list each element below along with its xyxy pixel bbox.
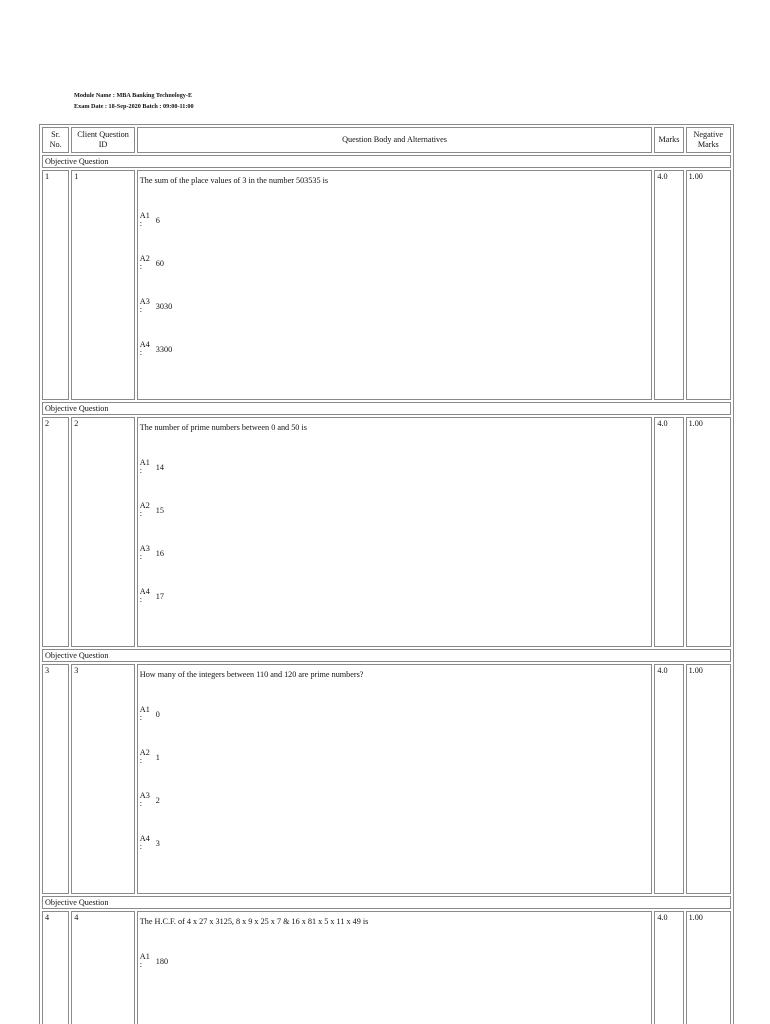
alternative-colon: : — [139, 552, 143, 561]
col-header-body: Question Body and Alternatives — [137, 127, 653, 153]
alternative-label: A3 — [139, 791, 150, 800]
client-question-id: 2 — [71, 417, 135, 647]
alternative-label: A4 — [139, 340, 150, 349]
alternative-value: 16 — [155, 548, 164, 558]
question-text: The sum of the place values of 3 in the number 503535 is — [139, 176, 329, 185]
alternative-label: A4 — [139, 587, 150, 596]
question-table-frame — [39, 124, 734, 1024]
question-row — [42, 664, 731, 894]
alternative-label-wrap — [140, 706, 154, 722]
marks: 4.0 — [654, 417, 683, 647]
alternative-value: 180 — [155, 956, 169, 966]
alternative-label: A4 — [139, 834, 150, 843]
alternative-value: 3300 — [155, 344, 173, 354]
negative-marks: 1.00 — [686, 170, 731, 400]
question-row — [42, 911, 731, 1024]
alternative-label-wrap — [140, 588, 154, 604]
alternative-colon: : — [139, 842, 143, 851]
alternative-label-wrap — [140, 835, 154, 851]
marks: 4.0 — [654, 911, 683, 1024]
alternative-label-wrap — [140, 545, 154, 561]
alternative — [140, 298, 650, 314]
marks: 4.0 — [654, 664, 683, 894]
marks: 4.0 — [654, 170, 683, 400]
client-question-id: 4 — [71, 911, 135, 1024]
alternative-colon: : — [139, 466, 143, 475]
alternative — [140, 792, 650, 808]
sr-no: 1 — [42, 170, 69, 400]
alternative-label: A1 — [139, 211, 150, 220]
alternative-colon: : — [139, 713, 143, 722]
alternative-value: 3030 — [155, 301, 173, 311]
alternative-label-wrap — [140, 459, 154, 475]
alternative-label-wrap — [140, 502, 154, 518]
alternative — [140, 835, 650, 851]
question-text: The H.C.F. of 4 x 27 x 3125, 8 x 9 x 25 x 7 & 16 x 81 x 5 x 11 x 49 is — [139, 917, 369, 926]
alternative-colon: : — [139, 262, 143, 271]
client-question-id: 1 — [71, 170, 135, 400]
alternative-colon: : — [139, 348, 143, 357]
table-header-row — [42, 127, 731, 153]
section-label: Objective Question — [42, 649, 731, 662]
alternative — [140, 341, 650, 357]
alternative — [140, 255, 650, 271]
alternative-value: 1 — [155, 752, 160, 762]
alternative-colon: : — [139, 595, 143, 604]
exam-date-batch: Exam Date : 18-Sep-2020 Batch : 09:00-11:00 — [74, 103, 194, 110]
col-header-sr: Sr. No. — [42, 127, 69, 153]
question-table — [39, 124, 734, 1024]
section-row — [42, 649, 731, 662]
alternative-value: 14 — [155, 462, 164, 472]
alternative-value: 60 — [155, 258, 164, 268]
negative-marks: 1.00 — [686, 911, 731, 1024]
alternative-label: A3 — [139, 297, 150, 306]
module-name: Module Name : MBA Banking Technology-E — [74, 92, 193, 99]
section-label: Objective Question — [42, 402, 731, 415]
alternative-label-wrap — [140, 255, 154, 271]
section-row — [42, 155, 731, 168]
section-row — [42, 896, 731, 909]
alternative-label-wrap — [140, 792, 154, 808]
alternative — [140, 459, 650, 475]
section-label: Objective Question — [42, 896, 731, 909]
alternative — [140, 953, 650, 969]
exam-meta — [74, 90, 194, 112]
alternative — [140, 749, 650, 765]
question-body — [137, 417, 653, 647]
section-row — [42, 402, 731, 415]
question-table-body — [42, 155, 731, 1024]
question-body — [137, 170, 653, 400]
client-question-id: 3 — [71, 664, 135, 894]
question-text: The number of prime numbers between 0 and 50 is — [139, 423, 307, 432]
alternative-value: 15 — [155, 505, 164, 515]
alternative-value: 3 — [155, 838, 160, 848]
alternative — [140, 545, 650, 561]
alternative-label: A3 — [139, 544, 150, 553]
question-row — [42, 170, 731, 400]
alternative-value: 2 — [155, 795, 160, 805]
alternative-label-wrap — [140, 749, 154, 765]
col-header-marks: Marks — [654, 127, 683, 153]
alternative — [140, 502, 650, 518]
alternative-colon: : — [139, 799, 143, 808]
alternative-colon: : — [139, 219, 143, 228]
negative-marks: 1.00 — [686, 664, 731, 894]
sr-no: 4 — [42, 911, 69, 1024]
alternative-label: A1 — [139, 458, 150, 467]
question-text: How many of the integers between 110 and 120 are prime numbers? — [139, 670, 364, 679]
alternative — [140, 588, 650, 604]
alternative-colon: : — [139, 756, 143, 765]
alternative-label: A2 — [139, 748, 150, 757]
alternative-label-wrap — [140, 298, 154, 314]
negative-marks: 1.00 — [686, 417, 731, 647]
alternative-label: A2 — [139, 254, 150, 263]
sr-no: 3 — [42, 664, 69, 894]
alternative-value: 17 — [155, 591, 164, 601]
question-body — [137, 911, 653, 1024]
alternative-label: A2 — [139, 501, 150, 510]
alternative-label: A1 — [139, 705, 150, 714]
section-label: Objective Question — [42, 155, 731, 168]
alternative-label: A1 — [139, 952, 150, 961]
alternative-colon: : — [139, 960, 143, 969]
alternative — [140, 706, 650, 722]
alternative-label-wrap — [140, 212, 154, 228]
sr-no: 2 — [42, 417, 69, 647]
alternative-label-wrap — [140, 953, 154, 969]
alternative-value: 6 — [155, 215, 160, 225]
question-body — [137, 664, 653, 894]
col-header-negative: Negative Marks — [686, 127, 731, 153]
alternative — [140, 212, 650, 228]
question-row — [42, 417, 731, 647]
alternative-label-wrap — [140, 341, 154, 357]
col-header-client-id: Client Question ID — [71, 127, 135, 153]
alternative-colon: : — [139, 509, 143, 518]
alternative-colon: : — [139, 305, 143, 314]
alternative-value: 0 — [155, 709, 160, 719]
